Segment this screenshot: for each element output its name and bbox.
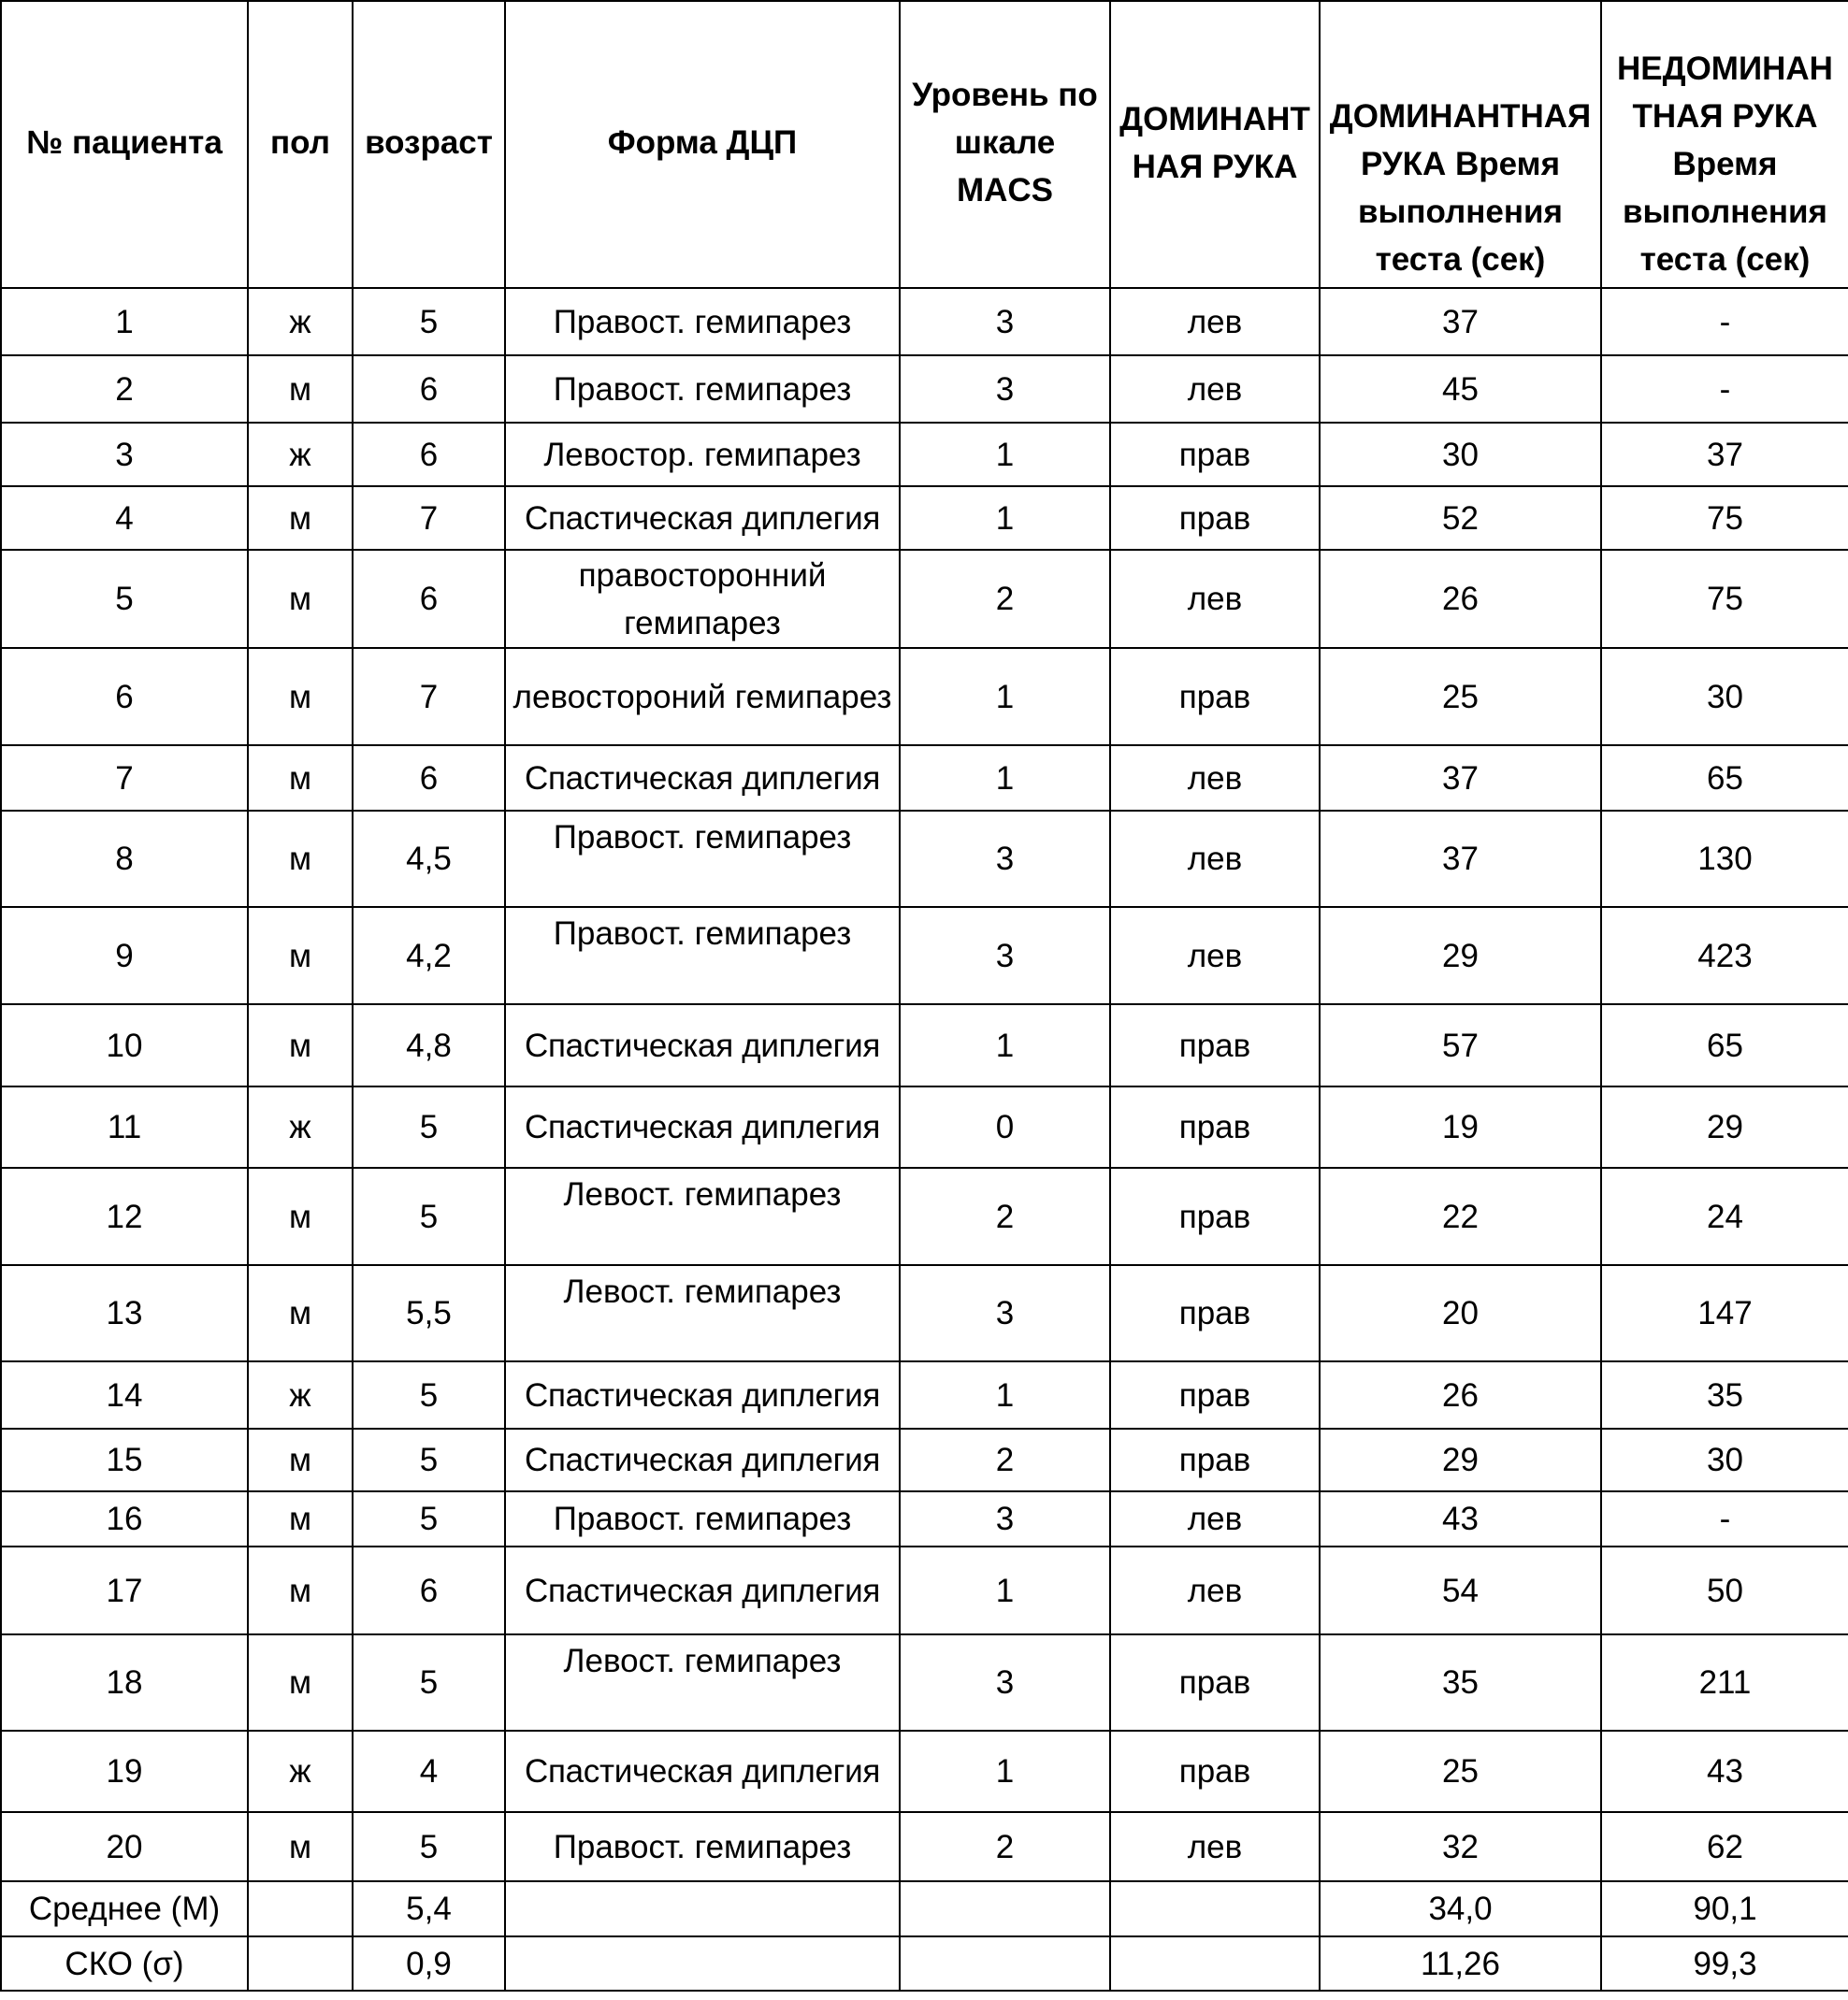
patient-number-cell: 9 bbox=[1, 907, 248, 1004]
cp-form-cell: Спастическая диплегия bbox=[505, 486, 900, 550]
empty-cell bbox=[505, 1936, 900, 1991]
patient-number-cell: 13 bbox=[1, 1265, 248, 1361]
dominant-hand-cell: прав bbox=[1110, 648, 1320, 745]
dominant-time-cell: 35 bbox=[1320, 1634, 1601, 1731]
table-row bbox=[1, 1731, 1848, 1812]
header-dominant-hand-time: ДОМИНАНТНАЯ РУКА Время выполнения теста (сек) bbox=[1320, 1, 1601, 288]
patient-number-cell: 6 bbox=[1, 648, 248, 745]
patient-number-cell: 1 bbox=[1, 288, 248, 355]
patient-number-cell: 2 bbox=[1, 355, 248, 423]
cp-form-cell: левостороний гемипарез bbox=[505, 648, 900, 745]
macs-level-cell: 3 bbox=[900, 1265, 1110, 1361]
dominant-hand-cell: прав bbox=[1110, 1634, 1320, 1731]
cp-form-cell: Спастическая диплегия bbox=[505, 745, 900, 811]
table-row bbox=[1, 1634, 1848, 1731]
nondominant-time-cell: - bbox=[1601, 288, 1848, 355]
nondominant-time-cell: 211 bbox=[1601, 1634, 1848, 1731]
age-cell: 6 bbox=[353, 1547, 505, 1634]
macs-level-cell: 1 bbox=[900, 648, 1110, 745]
dominant-hand-cell: лев bbox=[1110, 1491, 1320, 1547]
sex-cell: ж bbox=[248, 1731, 353, 1812]
table-row bbox=[1, 648, 1848, 745]
dominant-time-cell: 37 bbox=[1320, 288, 1601, 355]
dominant-hand-cell: лев bbox=[1110, 1547, 1320, 1634]
dominant-hand-cell: прав bbox=[1110, 423, 1320, 486]
macs-level-cell: 3 bbox=[900, 1634, 1110, 1731]
macs-level-cell: 2 bbox=[900, 1812, 1110, 1881]
table-row bbox=[1, 550, 1848, 648]
empty-cell bbox=[248, 1936, 353, 1991]
dominant-time-cell: 26 bbox=[1320, 1361, 1601, 1429]
dominant-time-cell: 25 bbox=[1320, 648, 1601, 745]
sex-cell: м bbox=[248, 1812, 353, 1881]
table-row bbox=[1, 1265, 1848, 1361]
sex-cell: м bbox=[248, 550, 353, 648]
patient-number-cell: 20 bbox=[1, 1812, 248, 1881]
cp-form-cell: Левост. гемипарез bbox=[505, 1168, 900, 1265]
cp-form-cell: Спастическая диплегия bbox=[505, 1361, 900, 1429]
macs-level-cell: 1 bbox=[900, 1547, 1110, 1634]
patient-number-cell: 10 bbox=[1, 1004, 248, 1086]
summary-row bbox=[1, 1881, 1848, 1936]
dominant-time-cell: 45 bbox=[1320, 355, 1601, 423]
dominant-hand-cell: прав bbox=[1110, 1361, 1320, 1429]
dominant-hand-cell: лев bbox=[1110, 355, 1320, 423]
dominant-time-cell: 54 bbox=[1320, 1547, 1601, 1634]
sex-cell: м bbox=[248, 1004, 353, 1086]
dominant-time-cell: 57 bbox=[1320, 1004, 1601, 1086]
age-cell: 5 bbox=[353, 1168, 505, 1265]
macs-level-cell: 3 bbox=[900, 288, 1110, 355]
patient-number-cell: 12 bbox=[1, 1168, 248, 1265]
patient-number-cell: 4 bbox=[1, 486, 248, 550]
summary-age-cell: 5,4 bbox=[353, 1881, 505, 1936]
patient-number-cell: 5 bbox=[1, 550, 248, 648]
dominant-hand-cell: лев bbox=[1110, 811, 1320, 907]
nondominant-time-cell: - bbox=[1601, 1491, 1848, 1547]
nondominant-time-cell: 147 bbox=[1601, 1265, 1848, 1361]
nondominant-time-cell: 50 bbox=[1601, 1547, 1848, 1634]
patient-number-cell: 3 bbox=[1, 423, 248, 486]
table-row bbox=[1, 1812, 1848, 1881]
nondominant-time-cell: 29 bbox=[1601, 1086, 1848, 1168]
table-row bbox=[1, 811, 1848, 907]
table-row bbox=[1, 1361, 1848, 1429]
macs-level-cell: 3 bbox=[900, 907, 1110, 1004]
cp-form-cell: Правост. гемипарез bbox=[505, 1812, 900, 1881]
cp-form-cell: Левостор. гемипарез bbox=[505, 423, 900, 486]
nondominant-time-cell: 65 bbox=[1601, 1004, 1848, 1086]
macs-level-cell: 1 bbox=[900, 745, 1110, 811]
sex-cell: м bbox=[248, 1634, 353, 1731]
macs-level-cell: 2 bbox=[900, 1429, 1110, 1491]
table-row bbox=[1, 745, 1848, 811]
cp-form-cell: правосторонний гемипарез bbox=[505, 550, 900, 648]
cp-form-cell: Правост. гемипарез bbox=[505, 1491, 900, 1547]
dominant-time-cell: 37 bbox=[1320, 745, 1601, 811]
dominant-hand-cell: лев bbox=[1110, 745, 1320, 811]
nondominant-time-cell: 35 bbox=[1601, 1361, 1848, 1429]
age-cell: 4,5 bbox=[353, 811, 505, 907]
age-cell: 4,8 bbox=[353, 1004, 505, 1086]
age-cell: 4,2 bbox=[353, 907, 505, 1004]
header-sex: пол bbox=[248, 1, 353, 288]
sex-cell: м bbox=[248, 1429, 353, 1491]
summary-label-cell: СКО (σ) bbox=[1, 1936, 248, 1991]
patient-number-cell: 16 bbox=[1, 1491, 248, 1547]
dominant-time-cell: 22 bbox=[1320, 1168, 1601, 1265]
dominant-time-cell: 20 bbox=[1320, 1265, 1601, 1361]
table-row bbox=[1, 1547, 1848, 1634]
macs-level-cell: 1 bbox=[900, 1004, 1110, 1086]
sex-cell: ж bbox=[248, 1361, 353, 1429]
table-row bbox=[1, 1429, 1848, 1491]
macs-level-cell: 1 bbox=[900, 486, 1110, 550]
age-cell: 5 bbox=[353, 1634, 505, 1731]
dominant-time-cell: 30 bbox=[1320, 423, 1601, 486]
nondominant-time-cell: 43 bbox=[1601, 1731, 1848, 1812]
nondominant-time-cell: 75 bbox=[1601, 550, 1848, 648]
empty-cell bbox=[1110, 1936, 1320, 1991]
cp-form-cell: Правост. гемипарез bbox=[505, 355, 900, 423]
cp-form-cell: Правост. гемипарез bbox=[505, 811, 900, 907]
dominant-hand-cell: прав bbox=[1110, 1086, 1320, 1168]
cp-form-cell: Левост. гемипарез bbox=[505, 1265, 900, 1361]
table-row bbox=[1, 1168, 1848, 1265]
dominant-time-cell: 29 bbox=[1320, 907, 1601, 1004]
age-cell: 5 bbox=[353, 1086, 505, 1168]
dominant-time-cell: 32 bbox=[1320, 1812, 1601, 1881]
macs-level-cell: 3 bbox=[900, 355, 1110, 423]
patient-number-cell: 7 bbox=[1, 745, 248, 811]
table-body bbox=[1, 288, 1848, 1991]
sex-cell: м bbox=[248, 1547, 353, 1634]
patient-number-cell: 8 bbox=[1, 811, 248, 907]
age-cell: 7 bbox=[353, 486, 505, 550]
macs-level-cell: 2 bbox=[900, 550, 1110, 648]
cp-form-cell: Спастическая диплегия bbox=[505, 1731, 900, 1812]
cp-form-cell: Правост. гемипарез bbox=[505, 288, 900, 355]
nondominant-time-cell: 24 bbox=[1601, 1168, 1848, 1265]
age-cell: 6 bbox=[353, 745, 505, 811]
sex-cell: м bbox=[248, 1491, 353, 1547]
age-cell: 5,5 bbox=[353, 1265, 505, 1361]
dominant-hand-cell: прав bbox=[1110, 1731, 1320, 1812]
header-patient-number: № пациента bbox=[1, 1, 248, 288]
summary-nondominant-time-cell: 99,3 bbox=[1601, 1936, 1848, 1991]
table-row bbox=[1, 1491, 1848, 1547]
summary-dominant-time-cell: 34,0 bbox=[1320, 1881, 1601, 1936]
empty-cell bbox=[248, 1881, 353, 1936]
macs-level-cell: 2 bbox=[900, 1168, 1110, 1265]
dominant-hand-cell: лев bbox=[1110, 550, 1320, 648]
sex-cell: м bbox=[248, 1168, 353, 1265]
dominant-time-cell: 37 bbox=[1320, 811, 1601, 907]
cp-form-cell: Правост. гемипарез bbox=[505, 907, 900, 1004]
table-row bbox=[1, 907, 1848, 1004]
age-cell: 5 bbox=[353, 288, 505, 355]
macs-level-cell: 1 bbox=[900, 423, 1110, 486]
nondominant-time-cell: 30 bbox=[1601, 648, 1848, 745]
age-cell: 6 bbox=[353, 423, 505, 486]
patient-number-cell: 14 bbox=[1, 1361, 248, 1429]
nondominant-time-cell: 423 bbox=[1601, 907, 1848, 1004]
dominant-time-cell: 25 bbox=[1320, 1731, 1601, 1812]
sex-cell: м bbox=[248, 907, 353, 1004]
dominant-hand-cell: лев bbox=[1110, 1812, 1320, 1881]
cp-form-cell: Спастическая диплегия bbox=[505, 1004, 900, 1086]
header-row bbox=[1, 1, 1848, 288]
cp-form-cell: Спастическая диплегия bbox=[505, 1547, 900, 1634]
dominant-hand-cell: прав bbox=[1110, 1265, 1320, 1361]
header-age: возраст bbox=[353, 1, 505, 288]
summary-age-cell: 0,9 bbox=[353, 1936, 505, 1991]
table-row bbox=[1, 1004, 1848, 1086]
sex-cell: м bbox=[248, 648, 353, 745]
table-row bbox=[1, 1086, 1848, 1168]
empty-cell bbox=[505, 1881, 900, 1936]
dominant-time-cell: 43 bbox=[1320, 1491, 1601, 1547]
header-macs-level: Уровень по шкале MACS bbox=[900, 1, 1110, 288]
macs-level-cell: 0 bbox=[900, 1086, 1110, 1168]
age-cell: 6 bbox=[353, 355, 505, 423]
summary-dominant-time-cell: 11,26 bbox=[1320, 1936, 1601, 1991]
age-cell: 7 bbox=[353, 648, 505, 745]
patient-number-cell: 11 bbox=[1, 1086, 248, 1168]
summary-row bbox=[1, 1936, 1848, 1991]
dominant-hand-cell: прав bbox=[1110, 1429, 1320, 1491]
summary-nondominant-time-cell: 90,1 bbox=[1601, 1881, 1848, 1936]
nondominant-time-cell: 62 bbox=[1601, 1812, 1848, 1881]
sex-cell: ж bbox=[248, 423, 353, 486]
cp-form-cell: Спастическая диплегия bbox=[505, 1429, 900, 1491]
table-row bbox=[1, 288, 1848, 355]
sex-cell: м bbox=[248, 811, 353, 907]
cp-form-cell: Спастическая диплегия bbox=[505, 1086, 900, 1168]
table-row bbox=[1, 423, 1848, 486]
dominant-hand-cell: лев bbox=[1110, 907, 1320, 1004]
nondominant-time-cell: - bbox=[1601, 355, 1848, 423]
dominant-time-cell: 29 bbox=[1320, 1429, 1601, 1491]
dominant-time-cell: 19 bbox=[1320, 1086, 1601, 1168]
age-cell: 6 bbox=[353, 550, 505, 648]
sex-cell: ж bbox=[248, 288, 353, 355]
patient-number-cell: 18 bbox=[1, 1634, 248, 1731]
age-cell: 4 bbox=[353, 1731, 505, 1812]
nondominant-time-cell: 30 bbox=[1601, 1429, 1848, 1491]
nondominant-time-cell: 65 bbox=[1601, 745, 1848, 811]
nondominant-time-cell: 37 bbox=[1601, 423, 1848, 486]
dominant-hand-cell: прав bbox=[1110, 1004, 1320, 1086]
dominant-hand-cell: прав bbox=[1110, 1168, 1320, 1265]
macs-level-cell: 3 bbox=[900, 1491, 1110, 1547]
age-cell: 5 bbox=[353, 1429, 505, 1491]
empty-cell bbox=[1110, 1881, 1320, 1936]
sex-cell: м bbox=[248, 1265, 353, 1361]
header-cp-form: Форма ДЦП bbox=[505, 1, 900, 288]
macs-level-cell: 3 bbox=[900, 811, 1110, 907]
sex-cell: м bbox=[248, 355, 353, 423]
header-dominant-hand: ДОМИНАНТ НАЯ РУКА bbox=[1110, 1, 1320, 288]
sex-cell: м bbox=[248, 486, 353, 550]
macs-level-cell: 1 bbox=[900, 1731, 1110, 1812]
header-nondominant-hand-time: НЕДОМИНАН ТНАЯ РУКА Время выполнения теста (сек) bbox=[1601, 1, 1848, 288]
table-row bbox=[1, 486, 1848, 550]
age-cell: 5 bbox=[353, 1812, 505, 1881]
patient-number-cell: 17 bbox=[1, 1547, 248, 1634]
sex-cell: м bbox=[248, 745, 353, 811]
sex-cell: ж bbox=[248, 1086, 353, 1168]
nondominant-time-cell: 130 bbox=[1601, 811, 1848, 907]
summary-label-cell: Среднее (М) bbox=[1, 1881, 248, 1936]
macs-level-cell: 1 bbox=[900, 1361, 1110, 1429]
age-cell: 5 bbox=[353, 1361, 505, 1429]
dominant-time-cell: 52 bbox=[1320, 486, 1601, 550]
patient-number-cell: 15 bbox=[1, 1429, 248, 1491]
dominant-hand-cell: прав bbox=[1110, 486, 1320, 550]
dominant-time-cell: 26 bbox=[1320, 550, 1601, 648]
nondominant-time-cell: 75 bbox=[1601, 486, 1848, 550]
empty-cell bbox=[900, 1936, 1110, 1991]
patient-number-cell: 19 bbox=[1, 1731, 248, 1812]
empty-cell bbox=[900, 1881, 1110, 1936]
age-cell: 5 bbox=[353, 1491, 505, 1547]
dominant-hand-cell: лев bbox=[1110, 288, 1320, 355]
cp-form-cell: Левост. гемипарез bbox=[505, 1634, 900, 1731]
table-row bbox=[1, 355, 1848, 423]
